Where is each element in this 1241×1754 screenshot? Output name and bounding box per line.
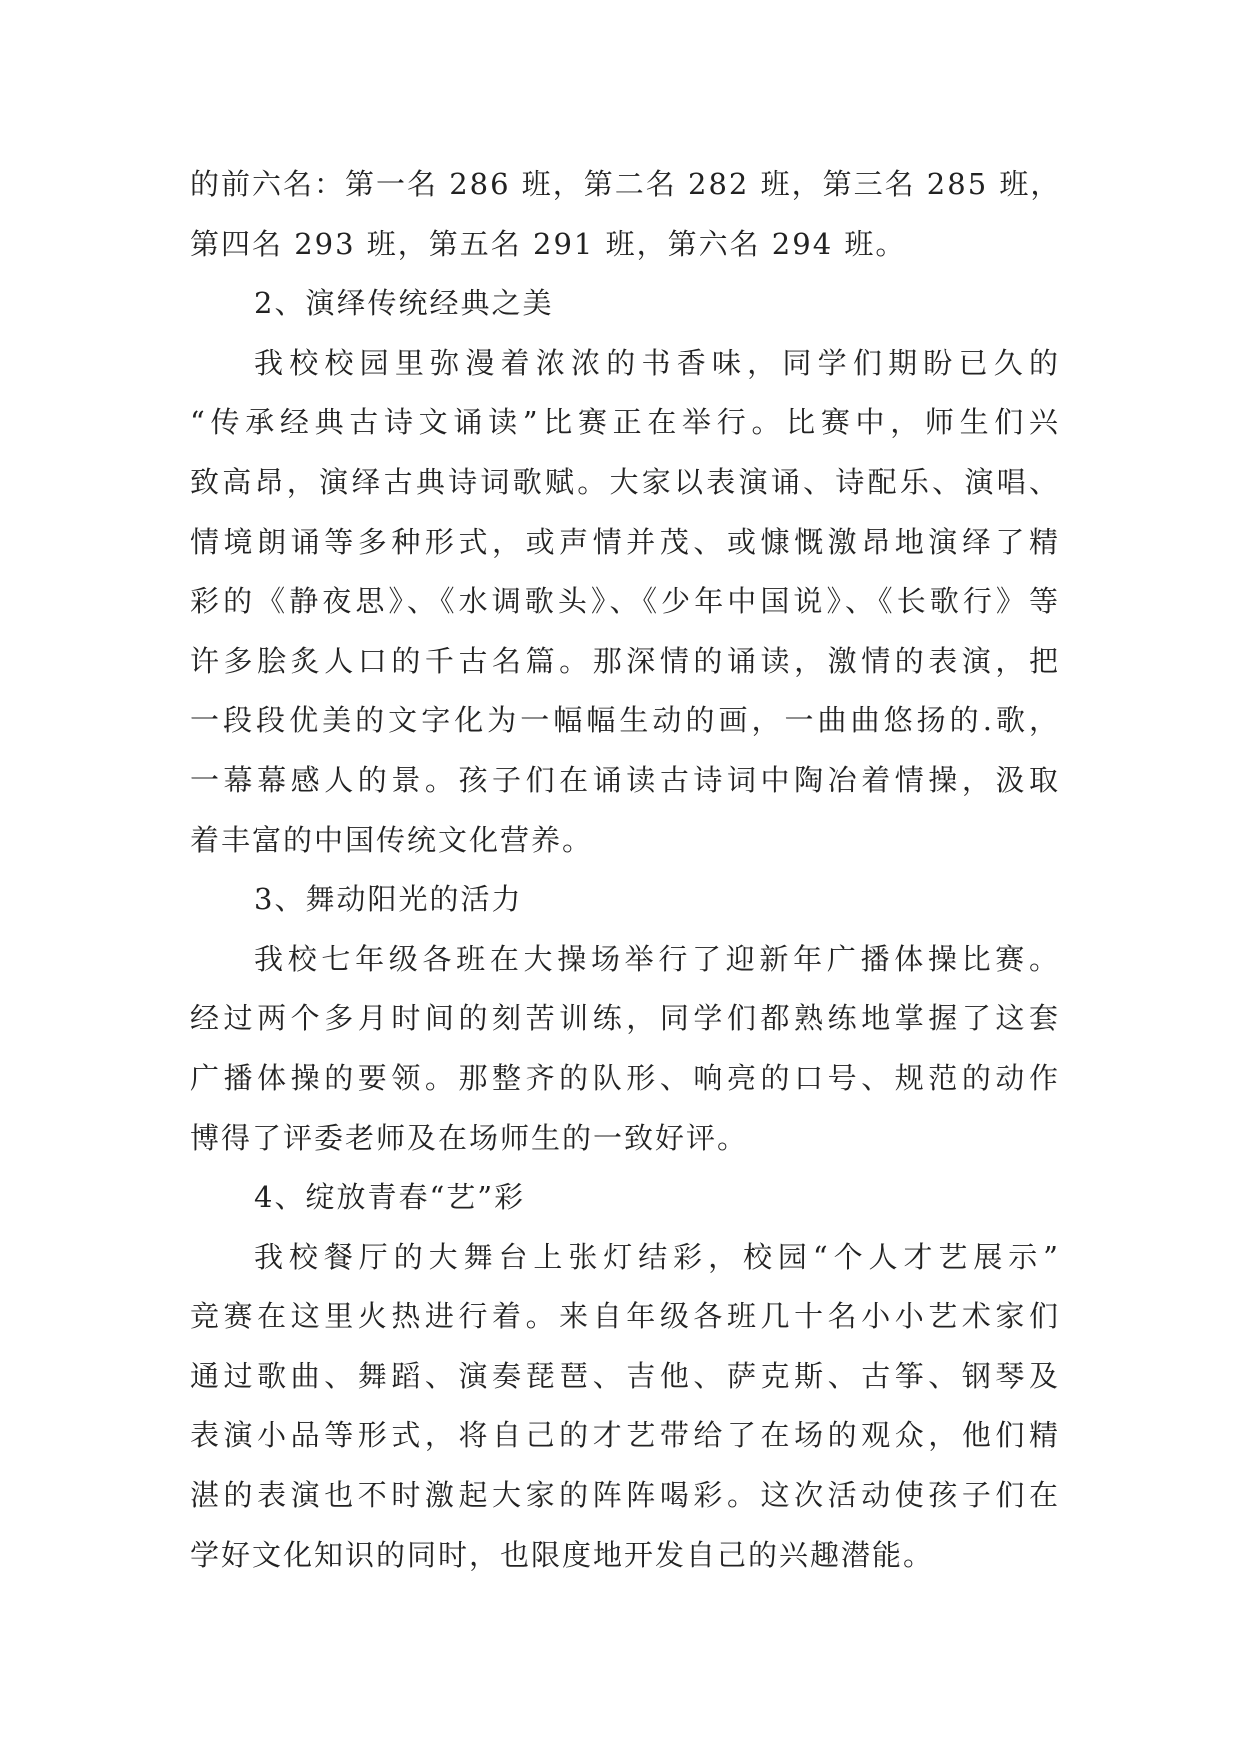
text-line: 一段段优美的文字化为一幅幅生动的画，一曲曲悠扬的.歌， xyxy=(190,703,1060,738)
text-line: 彩的《静夜思》、《水调歌头》、《少年中国说》、《长歌行》等 xyxy=(190,584,1060,619)
text-line: 湛的表演也不时激起大家的阵阵喝彩。这次活动使孩子们在 xyxy=(190,1478,1060,1513)
text-line: 着丰富的中国传统文化营养。 xyxy=(190,822,594,857)
text-line: 我校七年级各班在大操场举行了迎新年广播体操比赛。 xyxy=(254,941,1060,976)
text-line: 致高昂，演绎古典诗词歌赋。大家以表演诵、诗配乐、演唱、 xyxy=(190,464,1060,499)
text-line: 竞赛在这里火热进行着。来自年级各班几十名小小艺术家们 xyxy=(190,1299,1060,1334)
document-body xyxy=(190,155,1060,1585)
text-line: 情境朗诵等多种形式，或声情并茂、或慷慨激昂地演绎了精 xyxy=(190,524,1060,559)
text-line: 我校校园里弥漫着浓浓的书香味，同学们期盼已久的 xyxy=(254,345,1060,380)
text-line: 的前六名：第一名 286 班，第二名 282 班，第三名 285 班， xyxy=(190,167,1062,201)
text-line: 表演小品等形式，将自己的才艺带给了在场的观众，他们精 xyxy=(190,1418,1060,1453)
section-heading: 4、绽放青春“艺”彩 xyxy=(254,1180,526,1215)
text-line: 博得了评委老师及在场师生的一致好评。 xyxy=(190,1120,749,1155)
text-line: 一幕幕感人的景。孩子们在诵读古诗词中陶冶着情操，汲取 xyxy=(190,762,1060,797)
text-line: 第四名 293 班，第五名 291 班，第六名 294 班。 xyxy=(190,226,907,261)
text-line: 广播体操的要领。那整齐的队形、响亮的口号、规范的动作 xyxy=(190,1060,1060,1095)
text-line: 许多脍炙人口的千古名篇。那深情的诵读，激情的表演，把 xyxy=(190,643,1060,678)
text-line: 我校餐厅的大舞台上张灯结彩，校园“个人才艺展示” xyxy=(254,1239,1060,1274)
section-heading: 2、演绎传统经典之美 xyxy=(254,286,554,321)
text-line: “传承经典古诗文诵读”比赛正在举行。比赛中，师生们兴 xyxy=(190,405,1060,440)
text-line: 通过歌曲、舞蹈、演奏琵琶、吉他、萨克斯、古筝、钢琴及 xyxy=(190,1358,1060,1393)
text-line: 经过两个多月时间的刻苦训练，同学们都熟练地掌握了这套 xyxy=(190,1001,1060,1036)
text-line: 学好文化知识的同时，也限度地开发自己的兴趣潜能。 xyxy=(190,1537,935,1572)
section-heading: 3、舞动阳光的活力 xyxy=(254,882,523,917)
